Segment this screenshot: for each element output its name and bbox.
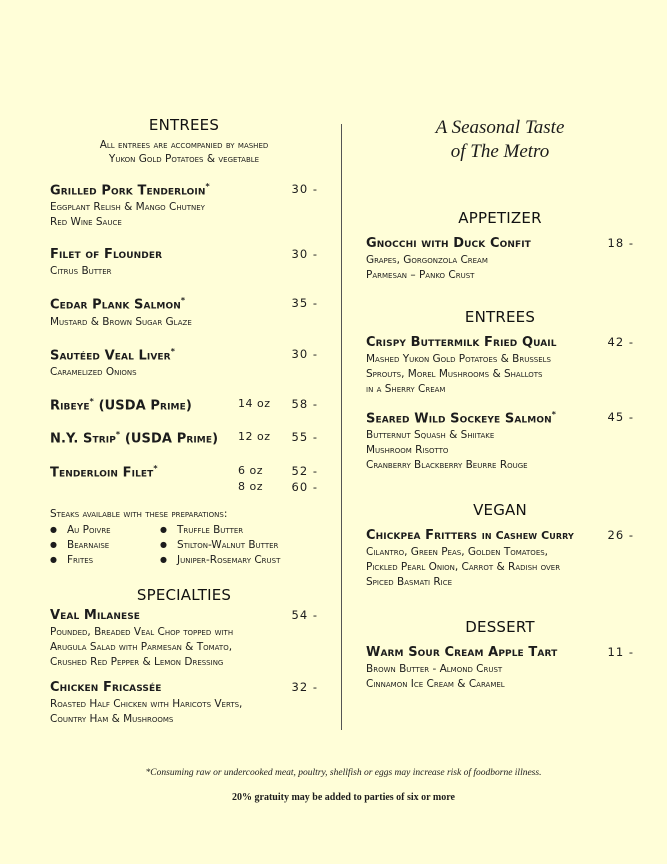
item-price: 55 - bbox=[291, 430, 318, 445]
item-price: 26 - bbox=[607, 528, 634, 543]
item-desc: in a Sherry Cream bbox=[366, 383, 446, 395]
left-column bbox=[50, 116, 318, 727]
item-price: 45 - bbox=[607, 410, 634, 424]
item-size: 8 oz bbox=[238, 479, 263, 493]
gratuity-note: 20% gratuity may be added to parties of six or more bbox=[232, 792, 455, 803]
item-desc: Citrus Butter bbox=[50, 265, 112, 278]
item-name: N.Y. Strip* (USDA Prime) bbox=[50, 430, 219, 447]
right-entrees-heading: ENTREES bbox=[464, 308, 536, 326]
item-name: Sautéed Veal Liver* bbox=[50, 346, 175, 363]
menu-item-flounder bbox=[50, 247, 318, 279]
item-desc: Arugula Salad with Parmesan & Tomato, bbox=[50, 640, 233, 653]
item-desc: Eggplant Relish & Mango Chutney bbox=[50, 201, 205, 214]
item-desc: Mustard & Brown Sugar Glaze bbox=[50, 315, 192, 328]
item-price: 42 - bbox=[607, 335, 634, 349]
prep-item: ● Stilton-Walnut Butter bbox=[160, 539, 320, 551]
item-desc: Crushed Red Pepper & Lemon Dressing bbox=[50, 655, 224, 668]
menu-item-strip bbox=[50, 430, 318, 446]
item-desc: Cilantro, Green Peas, Golden Tomatoes, bbox=[366, 546, 549, 559]
item-size: 6 oz bbox=[238, 463, 263, 477]
item-name: Crispy Buttermilk Fried Quail bbox=[366, 335, 557, 350]
item-price: 18 - bbox=[607, 236, 634, 250]
menu-item-salmon bbox=[50, 296, 318, 329]
item-price: 54 - bbox=[291, 607, 318, 622]
item-name: Cedar Plank Salmon* bbox=[50, 296, 186, 313]
right-column bbox=[366, 116, 634, 692]
item-price: 30 - bbox=[291, 346, 318, 361]
item-price: 32 - bbox=[291, 679, 318, 694]
prep-item: ● Frites bbox=[50, 554, 160, 566]
item-desc: Spiced Basmati Rice bbox=[366, 576, 453, 589]
item-desc: Mashed Yukon Gold Potatoes & Brussels bbox=[366, 353, 551, 365]
column-divider bbox=[341, 124, 342, 730]
prep-item: ● Juniper-Rosemary Crust bbox=[160, 554, 320, 566]
item-desc: Grapes, Gorgonzola Cream bbox=[366, 254, 488, 266]
food-safety-disclaimer: *Consuming raw or undercooked meat, poultry, shellfish or eggs may increase risk of foodborne illness. bbox=[145, 768, 542, 778]
menu-item-quail bbox=[366, 335, 634, 397]
steak-preparations bbox=[50, 508, 318, 566]
item-price: 11 - bbox=[607, 645, 634, 660]
menu-item-filet bbox=[50, 464, 318, 496]
item-name: Gnocchi with Duck Confit bbox=[366, 236, 531, 251]
menu-item-milanese bbox=[50, 608, 318, 670]
item-desc: Butternut Squash & Shiitake bbox=[366, 429, 495, 442]
item-price: 35 - bbox=[291, 296, 318, 311]
specialties-heading: SPECIALTIES bbox=[136, 585, 232, 604]
entrees-heading: ENTREES bbox=[148, 116, 220, 134]
prep-item: ● Bearnaise bbox=[50, 539, 160, 551]
menu-item-gnocchi bbox=[366, 236, 634, 283]
prep-list bbox=[50, 524, 318, 566]
item-size: 14 oz bbox=[238, 396, 271, 410]
item-name: Tenderloin Filet* bbox=[50, 463, 158, 480]
menu-item-sockeye bbox=[366, 410, 634, 473]
menu-item-tart bbox=[366, 645, 634, 692]
menu-title: A Seasonal Taste of The Metro bbox=[435, 117, 565, 162]
item-desc: Sprouts, Morel Mushrooms & Shallots bbox=[366, 368, 543, 380]
item-price: 60 - bbox=[291, 479, 318, 494]
prep-title: Steaks available with these preparations: bbox=[50, 507, 228, 520]
item-desc: Pickled Pearl Onion, Carrot & Radish over bbox=[366, 561, 561, 574]
item-price: 30 - bbox=[291, 247, 318, 262]
entrees-intro: All entrees are accompanied by mashed Yukon Gold Potatoes & vegetable bbox=[99, 139, 269, 165]
menu-item-ribeye bbox=[50, 397, 318, 413]
item-desc: Red Wine Sauce bbox=[50, 216, 122, 229]
item-desc: Roasted Half Chicken with Haricots Verts, bbox=[50, 697, 243, 710]
item-price: 30 - bbox=[291, 182, 318, 196]
dessert-heading: DESSERT bbox=[465, 618, 535, 637]
item-name: Chicken Fricassée bbox=[50, 679, 162, 695]
item-name: Grilled Pork Tenderloin* bbox=[50, 182, 210, 199]
prep-item: ● Truffle Butter bbox=[160, 524, 320, 536]
item-desc: Parmesan – Panko Crust bbox=[366, 269, 475, 281]
item-price: 58 - bbox=[291, 396, 318, 411]
item-name: Warm Sour Cream Apple Tart bbox=[366, 645, 558, 661]
item-desc: Country Ham & Mushrooms bbox=[50, 712, 174, 725]
menu-item-pork bbox=[50, 182, 318, 230]
menu-item-liver bbox=[50, 347, 318, 380]
item-size: 12 oz bbox=[238, 430, 271, 444]
item-name: Filet of Flounder bbox=[50, 247, 163, 263]
item-name: Ribeye* (USDA Prime) bbox=[50, 396, 192, 414]
item-price: 52 - bbox=[291, 463, 318, 478]
prep-item: ● Au Poivre bbox=[50, 524, 160, 536]
item-desc: Caramelized Onions bbox=[50, 365, 137, 378]
item-desc: Pounded, Breaded Veal Chop topped with bbox=[50, 625, 234, 638]
menu-item-fritters bbox=[366, 528, 634, 590]
item-name: Veal Milanese bbox=[50, 607, 141, 623]
item-desc: Cranberry Blackberry Beurre Rouge bbox=[366, 459, 528, 472]
appetizer-heading: APPETIZER bbox=[458, 209, 542, 227]
item-name: Seared Wild Sockeye Salmon* bbox=[366, 410, 557, 427]
item-desc: Mushroom Risotto bbox=[366, 444, 449, 457]
item-desc: Brown Butter - Almond Crust bbox=[366, 663, 503, 676]
item-name: Chickpea Fritters in Cashew Curry bbox=[366, 528, 574, 544]
vegan-heading: VEGAN bbox=[473, 501, 527, 520]
item-desc: Cinnamon Ice Cream & Caramel bbox=[366, 678, 505, 691]
menu-item-fricassee bbox=[50, 680, 318, 727]
